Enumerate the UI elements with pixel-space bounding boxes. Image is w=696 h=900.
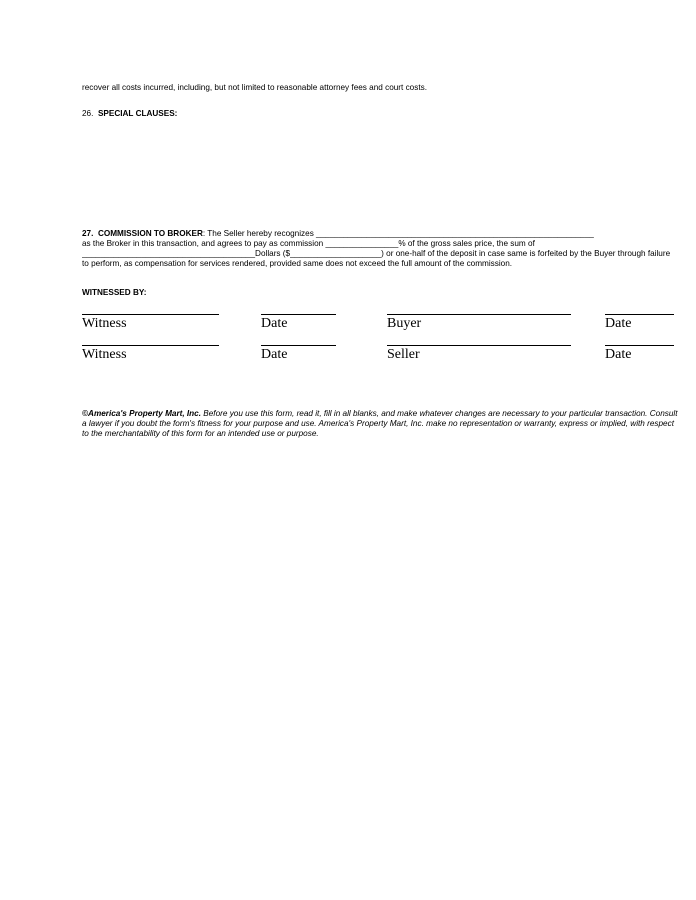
witnessed-by-heading: WITNESSED BY:: [82, 288, 147, 297]
clause-26-number: 26.: [82, 109, 94, 118]
buyer-label: Buyer: [387, 316, 422, 331]
witness-1-signature-line: [82, 314, 219, 315]
date-1-label: Date: [261, 316, 288, 331]
buyer-signature-line: [387, 314, 571, 315]
footer-line-1-text: Before you use this form, read it, fill in all blanks, and make whatever changes are necessary to your particular transaction. Consult: [201, 409, 678, 418]
clause-27-number: 27.: [82, 229, 94, 238]
clause-26-title: SPECIAL CLAUSES:: [97, 109, 178, 118]
witness-2-signature-line: [82, 345, 219, 346]
clause-27-line-1: [82, 229, 680, 239]
clause-27-title: COMMISSION TO BROKER: [97, 229, 203, 238]
date-2-label: Date: [261, 347, 288, 362]
seller-date-signature-line: [605, 345, 674, 346]
clause-27-line-1-text: : The Seller hereby recognizes _____________________________________________________________: [202, 229, 594, 238]
witness-2-label: Witness: [82, 347, 127, 362]
buyer-date-label: Date: [605, 316, 632, 331]
witness-1-label: Witness: [82, 316, 127, 331]
clause-25-tail: recover all costs incurred, including, but not limited to reasonable attorney fees and court costs.: [82, 83, 427, 92]
clause-27-line-3: ______________________________________Dollars ($____________________) or one-half of the deposit in case same is forfeited by the Buyer through failure: [82, 249, 671, 258]
clause-26-heading: [82, 109, 177, 119]
seller-date-label: Date: [605, 347, 632, 362]
seller-signature-line: [387, 345, 571, 346]
clause-27-line-4: to perform, as compensation for services rendered, provided same does not exceed the full amount of the commission.: [82, 259, 513, 268]
clause-27-line-2: as the Broker in this transaction, and agrees to pay as commission ________________% of the gross sales price, the sum of: [82, 239, 535, 248]
date-1-signature-line: [261, 314, 336, 315]
seller-label: Seller: [387, 347, 420, 362]
buyer-date-signature-line: [605, 314, 674, 315]
date-2-signature-line: [261, 345, 336, 346]
footer-brand: ©America's Property Mart, Inc.: [82, 409, 202, 418]
footer-disclaimer-line-1: [82, 409, 680, 419]
footer-disclaimer-line-2: a lawyer if you doubt the form's fitness for your purpose and use. America's Property Mart, Inc. make no representation or warranty, express or implied, with respect: [82, 419, 674, 428]
footer-disclaimer-line-3: to the merchantability of this form for an intended use or purpose.: [82, 429, 319, 438]
